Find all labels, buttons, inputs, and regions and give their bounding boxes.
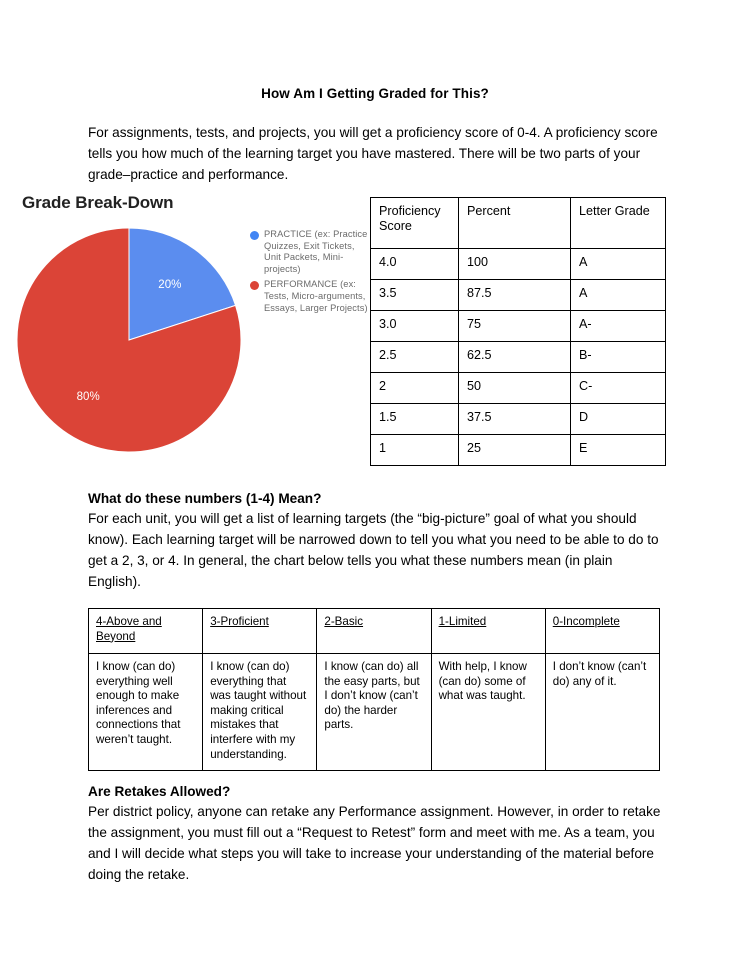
table-cell: 1.5 xyxy=(371,404,459,435)
grade-breakdown-chart xyxy=(14,193,368,458)
legend-color-swatch-practice xyxy=(250,231,259,240)
column-header-letter-grade: Letter Grade xyxy=(571,198,666,249)
rubric-level-table xyxy=(88,608,660,771)
legend-item-performance xyxy=(250,279,368,314)
pie-label-performance: 80% xyxy=(76,391,100,404)
table-cell: 75 xyxy=(459,311,571,342)
table-cell: 1 xyxy=(371,435,459,466)
table-cell: 2.5 xyxy=(371,342,459,373)
table-cell: 2 xyxy=(371,373,459,404)
rubric-column-header xyxy=(317,609,431,654)
legend-color-swatch-performance xyxy=(250,281,259,290)
rubric-column-header xyxy=(431,609,545,654)
rubric-header-row xyxy=(89,609,660,654)
rubric-column-header xyxy=(89,609,203,654)
chart-legend xyxy=(250,229,368,318)
rubric-description-cell: With help, I know (can do) some of what was taught. xyxy=(431,654,545,771)
column-header-proficiency-score: Proficiency Score xyxy=(371,198,459,249)
table-row xyxy=(371,311,666,342)
rubric-description-cell: I know (can do) all the easy parts, but I don’t know (can’t do) the harder parts. xyxy=(317,654,431,771)
table-cell: 50 xyxy=(459,373,571,404)
rubric-header-label: 1-Limited xyxy=(438,615,487,628)
table-row xyxy=(371,404,666,435)
rubric-header-label: 2-Basic xyxy=(324,615,364,628)
rubric-column-header xyxy=(203,609,317,654)
retakes-section-paragraph: Per district policy, anyone can retake any Performance assignment. However, in order to retake the assignment, you must fill out a “Request to Retest” form and meet with me. As a team, you and I will decide what steps you will take to increase your understanding of the material before doing the retake. xyxy=(88,804,661,882)
legend-label-practice: PRACTICE (ex: Practice Quizzes, Exit Tickets, Unit Packets, Mini-projects) xyxy=(264,229,368,274)
table-cell: 37.5 xyxy=(459,404,571,435)
rubric-column-header xyxy=(545,609,659,654)
chart-title: Grade Break-Down xyxy=(22,193,174,212)
rubric-description-row xyxy=(89,654,660,771)
numbers-section-heading: What do these numbers (1-4) Mean? xyxy=(88,491,322,506)
numbers-section-paragraph: For each unit, you will get a list of learning targets (the “big-picture” goal of what you should know). Each learning target will be narrowed down to tell you what you need to be able to do to get a 2, 3, or 4. In general, the chart below tells you what these numbers mean (in plain English). xyxy=(88,511,659,589)
proficiency-score-table xyxy=(370,197,666,466)
table-cell: E xyxy=(571,435,666,466)
rubric-header-label: 0-Incomplete xyxy=(552,615,620,628)
intro-paragraph: For assignments, tests, and projects, you will get a proficiency score of 0-4. A proficiency score tells you how much of the learning target you have mastered. There will be two parts of your grade–practice and performance. xyxy=(88,125,658,182)
table-row xyxy=(371,373,666,404)
table-cell: C- xyxy=(571,373,666,404)
table-row xyxy=(371,435,666,466)
table-cell: 25 xyxy=(459,435,571,466)
table-cell: 3.5 xyxy=(371,280,459,311)
table-cell: 100 xyxy=(459,249,571,280)
table-cell: 3.0 xyxy=(371,311,459,342)
retakes-section-heading: Are Retakes Allowed? xyxy=(88,784,231,799)
table-cell: 62.5 xyxy=(459,342,571,373)
pie-label-practice: 20% xyxy=(158,278,182,291)
pie-svg xyxy=(16,227,242,453)
table-cell: 4.0 xyxy=(371,249,459,280)
table-cell: A xyxy=(571,249,666,280)
table-row xyxy=(371,249,666,280)
table-row xyxy=(371,280,666,311)
table-cell: 87.5 xyxy=(459,280,571,311)
pie-chart-graphic xyxy=(16,227,242,453)
table-cell: D xyxy=(571,404,666,435)
table-cell: A- xyxy=(571,311,666,342)
page-title: How Am I Getting Graded for This? xyxy=(261,86,489,101)
rubric-header-label: 4-Above and Beyond xyxy=(96,615,162,643)
table-cell: A xyxy=(571,280,666,311)
table-header-row xyxy=(371,198,666,249)
table-cell: B- xyxy=(571,342,666,373)
rubric-header-label: 3-Proficient xyxy=(210,615,269,628)
table-row xyxy=(371,342,666,373)
rubric-description-cell: I don’t know (can’t do) any of it. xyxy=(545,654,659,771)
column-header-percent: Percent xyxy=(459,198,571,249)
legend-item-practice xyxy=(250,229,368,275)
rubric-description-cell: I know (can do) everything that was taught without making critical mistakes that interfere with my understanding. xyxy=(203,654,317,771)
rubric-description-cell: I know (can do) everything well enough to make inferences and connections that weren’t taught. xyxy=(89,654,203,771)
legend-label-performance: PERFORMANCE (ex: Tests, Micro-arguments, Essays, Larger Projects) xyxy=(264,279,368,313)
